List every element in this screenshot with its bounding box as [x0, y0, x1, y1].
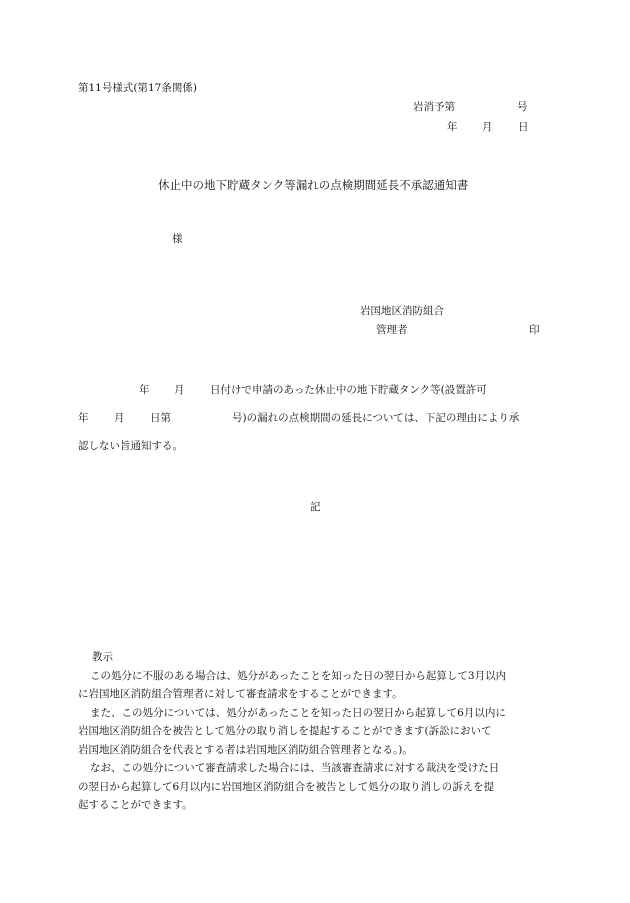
date-month: 月	[482, 121, 493, 133]
document-title: 休止中の地下貯蔵タンク等漏れの点検期間延長不承認通知書	[158, 178, 469, 192]
notice-line: この処分に不服のある場合は、処分があったことを知った日の翌日から起算して3月以内	[90, 670, 507, 682]
body-line2-day-no: 日第	[150, 412, 171, 424]
form-label: 第11号様式(第17条関係)	[78, 82, 197, 94]
body-line1-month: 月	[174, 384, 185, 396]
date-day: 日	[518, 121, 529, 133]
doc-number-prefix: 岩消予第	[413, 101, 455, 113]
notice-line: また、この処分については、処分があったことを知った日の翌日から起算して6月以内に	[90, 707, 506, 719]
body-line3: 認しない旨通知する。	[78, 440, 183, 452]
notice-line: の翌日から起算して6月以内に岩国地区消防組合を被告として処分の取り消しの訴えを提	[78, 781, 495, 793]
ki-mark: 記	[310, 501, 321, 513]
body-line2-year: 年	[78, 412, 89, 424]
addressee-suffix: 様	[172, 233, 183, 245]
date-year: 年	[447, 121, 458, 133]
seal-mark: 印	[529, 324, 540, 336]
body-line2-month: 月	[114, 412, 125, 424]
notice-line: に岩国地区消防組合管理者に対して審査請求をすることができます。	[78, 688, 403, 700]
body-line1-text: 日付けで申請のあった休止中の地下貯蔵タンク等(設置許可	[210, 384, 487, 396]
sender-organization: 岩国地区消防組合	[360, 305, 444, 317]
body-line2-text: 号)の漏れの点検期間の延長については、下記の理由により承	[232, 412, 520, 424]
notice-line: 岩国地区消防組合を被告として処分の取り消しを提起することができます(訴訟において	[78, 725, 492, 737]
doc-number-suffix: 号	[517, 101, 528, 113]
sender-position: 管理者	[376, 324, 408, 336]
notice-heading: 教示	[92, 651, 113, 663]
notice-line: なお、この処分について審査請求した場合には、当該審査請求に対する裁決を受けた日	[90, 762, 500, 774]
notice-line: 起することができます。	[78, 799, 193, 811]
body-line1-year: 年	[139, 384, 150, 396]
notice-line: 岩国地区消防組合を代表とする者は岩国地区消防組合管理者となる。)。	[78, 744, 413, 756]
